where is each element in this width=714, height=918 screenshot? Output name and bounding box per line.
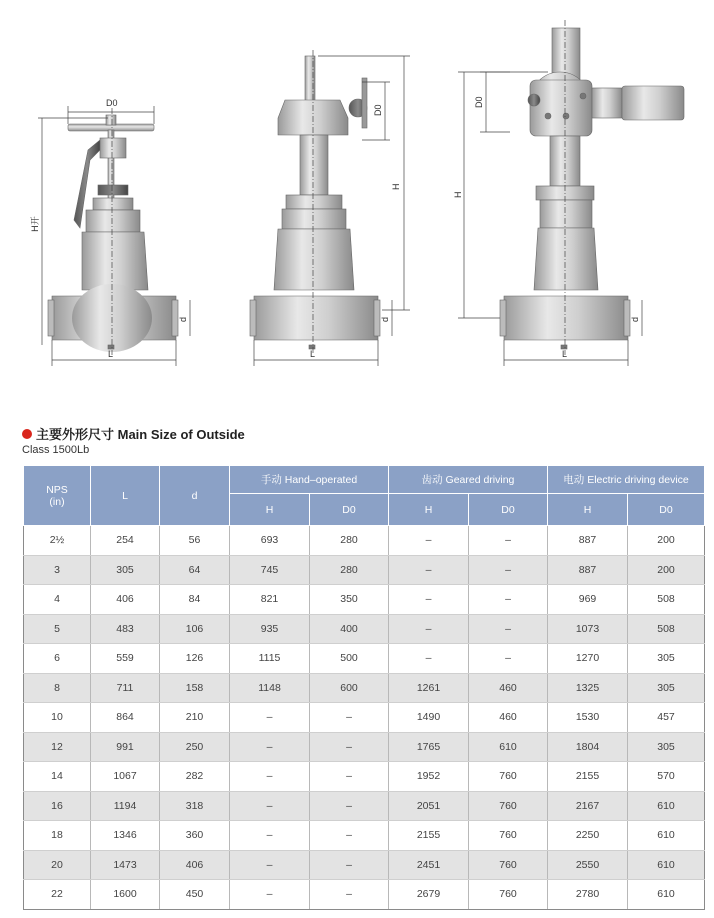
cell-nps: 5	[24, 614, 91, 644]
cell-nps: 2½	[24, 526, 91, 556]
geared-h-label: H	[391, 183, 401, 190]
cell-l: 305	[91, 555, 160, 585]
cell-l: 1346	[91, 821, 160, 851]
cell-geared-h: 1765	[389, 732, 469, 762]
header-nps	[24, 466, 91, 526]
cell-electric-d0: 305	[628, 732, 705, 762]
hand-d-label: d	[178, 316, 188, 322]
cell-d: 56	[160, 526, 230, 556]
header-d: d	[160, 466, 230, 526]
cell-electric-h: 1270	[548, 644, 628, 674]
section-title	[22, 424, 245, 443]
cell-electric-d0: 610	[628, 850, 705, 880]
cell-hand-h: –	[230, 821, 310, 851]
cell-electric-d0: 508	[628, 585, 705, 615]
cell-nps: 4	[24, 585, 91, 615]
cell-l: 406	[91, 585, 160, 615]
cell-electric-d0: 610	[628, 880, 705, 910]
cell-hand-h: 693	[230, 526, 310, 556]
size-table	[23, 465, 705, 910]
table-row	[24, 850, 705, 880]
cell-nps: 22	[24, 880, 91, 910]
cell-nps: 6	[24, 644, 91, 674]
geared-d0-label: D0	[373, 104, 383, 116]
cell-electric-d0: 305	[628, 673, 705, 703]
electric-d-label: d	[630, 316, 640, 322]
cell-nps: 8	[24, 673, 91, 703]
table-row	[24, 821, 705, 851]
table-row	[24, 555, 705, 585]
cell-d: 158	[160, 673, 230, 703]
cell-geared-d0: 760	[469, 762, 548, 792]
header-geared-h: H	[389, 494, 469, 526]
table-row	[24, 644, 705, 674]
cell-hand-h: 935	[230, 614, 310, 644]
cell-d: 64	[160, 555, 230, 585]
cell-geared-h: 1261	[389, 673, 469, 703]
cell-electric-d0: 457	[628, 703, 705, 733]
cell-hand-d0: 400	[310, 614, 389, 644]
cell-electric-h: 1073	[548, 614, 628, 644]
cell-d: 250	[160, 732, 230, 762]
cell-geared-d0: –	[469, 644, 548, 674]
cell-d: 106	[160, 614, 230, 644]
table-row	[24, 762, 705, 792]
hand-operated-valve-drawing	[48, 115, 178, 352]
cell-hand-h: 1115	[230, 644, 310, 674]
table-row	[24, 585, 705, 615]
cell-electric-d0: 570	[628, 762, 705, 792]
cell-hand-h: –	[230, 880, 310, 910]
header-hand-operated: 手动 Hand–operated	[230, 466, 389, 494]
cell-geared-h: 2679	[389, 880, 469, 910]
cell-geared-d0: 760	[469, 791, 548, 821]
cell-hand-h: –	[230, 791, 310, 821]
cell-d: 360	[160, 821, 230, 851]
class-label: Class 1500Lb	[22, 444, 90, 456]
cell-l: 483	[91, 614, 160, 644]
cell-geared-d0: –	[469, 526, 548, 556]
cell-l: 559	[91, 644, 160, 674]
cell-hand-h: –	[230, 850, 310, 880]
header-hand-h: H	[230, 494, 310, 526]
header-geared-driving: 齿动 Geared driving	[389, 466, 548, 494]
cell-electric-h: 887	[548, 526, 628, 556]
cell-hand-d0: –	[310, 850, 389, 880]
cell-electric-d0: 610	[628, 791, 705, 821]
cell-hand-d0: 280	[310, 526, 389, 556]
cell-hand-h: –	[230, 762, 310, 792]
cell-geared-h: –	[389, 614, 469, 644]
cell-d: 282	[160, 762, 230, 792]
cell-geared-d0: 460	[469, 673, 548, 703]
cell-electric-h: 887	[548, 555, 628, 585]
hand-l-label: L	[108, 349, 114, 359]
cell-hand-h: 1148	[230, 673, 310, 703]
cell-electric-h: 1804	[548, 732, 628, 762]
cell-l: 1067	[91, 762, 160, 792]
header-geared-d0: D0	[469, 494, 548, 526]
cell-l: 1194	[91, 791, 160, 821]
cell-electric-h: 1530	[548, 703, 628, 733]
cell-electric-h: 2167	[548, 791, 628, 821]
cell-nps: 10	[24, 703, 91, 733]
electric-valve-drawing	[500, 28, 684, 349]
cell-geared-d0: 460	[469, 703, 548, 733]
cell-geared-h: 1490	[389, 703, 469, 733]
cell-geared-d0: 760	[469, 821, 548, 851]
cell-geared-d0: –	[469, 555, 548, 585]
table-row	[24, 791, 705, 821]
cell-l: 864	[91, 703, 160, 733]
cell-l: 711	[91, 673, 160, 703]
cell-geared-d0: 760	[469, 850, 548, 880]
geared-l-label: L	[310, 349, 316, 359]
cell-hand-d0: –	[310, 732, 389, 762]
cell-hand-d0: –	[310, 703, 389, 733]
cell-hand-d0: 500	[310, 644, 389, 674]
cell-hand-d0: –	[310, 762, 389, 792]
cell-nps: 16	[24, 791, 91, 821]
cell-hand-h: 745	[230, 555, 310, 585]
electric-d0-label: D0	[474, 96, 484, 108]
cell-l: 1473	[91, 850, 160, 880]
cell-electric-h: 2550	[548, 850, 628, 880]
cell-d: 450	[160, 880, 230, 910]
geared-d-label: d	[380, 316, 390, 322]
table-row	[24, 673, 705, 703]
cell-geared-h: 2155	[389, 821, 469, 851]
header-nps-unit: (in)	[49, 495, 65, 508]
cell-nps: 14	[24, 762, 91, 792]
table-row	[24, 614, 705, 644]
cell-d: 406	[160, 850, 230, 880]
cell-geared-d0: 760	[469, 880, 548, 910]
cell-geared-h: 1952	[389, 762, 469, 792]
cell-geared-h: –	[389, 526, 469, 556]
table-body	[24, 526, 705, 910]
cell-electric-h: 2250	[548, 821, 628, 851]
cell-d: 210	[160, 703, 230, 733]
geared-valve-drawing	[250, 56, 380, 349]
cell-hand-d0: –	[310, 791, 389, 821]
cell-electric-d0: 200	[628, 555, 705, 585]
cell-l: 991	[91, 732, 160, 762]
cell-electric-h: 2780	[548, 880, 628, 910]
header-electric-h: H	[548, 494, 628, 526]
electric-h-label: H	[453, 191, 463, 198]
hand-h-open-label: H开	[31, 216, 41, 232]
cell-d: 126	[160, 644, 230, 674]
hand-d0-label: D0	[106, 98, 118, 108]
cell-hand-d0: 280	[310, 555, 389, 585]
cell-electric-h: 2155	[548, 762, 628, 792]
cell-hand-d0: –	[310, 880, 389, 910]
cell-geared-h: 2451	[389, 850, 469, 880]
cell-nps: 18	[24, 821, 91, 851]
cell-nps: 12	[24, 732, 91, 762]
red-bullet-icon	[22, 429, 32, 439]
cell-geared-d0: –	[469, 614, 548, 644]
cell-d: 84	[160, 585, 230, 615]
valve-drawings	[0, 0, 714, 400]
table-row	[24, 526, 705, 556]
cell-d: 318	[160, 791, 230, 821]
cell-electric-h: 969	[548, 585, 628, 615]
cell-hand-h: –	[230, 732, 310, 762]
cell-l: 1600	[91, 880, 160, 910]
cell-electric-d0: 305	[628, 644, 705, 674]
cell-geared-d0: 610	[469, 732, 548, 762]
header-electric-d0: D0	[628, 494, 705, 526]
section-title-text: 主要外形尺寸 Main Size of Outside	[36, 427, 245, 442]
cell-hand-d0: 350	[310, 585, 389, 615]
cell-geared-h: –	[389, 555, 469, 585]
header-electric-driving: 电动 Electric driving device	[548, 466, 705, 494]
cell-electric-d0: 200	[628, 526, 705, 556]
cell-geared-h: –	[389, 585, 469, 615]
cell-l: 254	[91, 526, 160, 556]
cell-hand-d0: –	[310, 821, 389, 851]
cell-hand-d0: 600	[310, 673, 389, 703]
cell-geared-h: –	[389, 644, 469, 674]
cell-electric-h: 1325	[548, 673, 628, 703]
cell-geared-h: 2051	[389, 791, 469, 821]
cell-hand-h: 821	[230, 585, 310, 615]
electric-l-label: L	[562, 349, 568, 359]
header-l: L	[91, 466, 160, 526]
cell-nps: 20	[24, 850, 91, 880]
cell-nps: 3	[24, 555, 91, 585]
cell-electric-d0: 508	[628, 614, 705, 644]
cell-geared-d0: –	[469, 585, 548, 615]
table-row	[24, 880, 705, 910]
cell-electric-d0: 610	[628, 821, 705, 851]
cell-hand-h: –	[230, 703, 310, 733]
header-nps-label: NPS	[46, 483, 68, 496]
table-row	[24, 732, 705, 762]
table-row	[24, 703, 705, 733]
header-hand-d0: D0	[310, 494, 389, 526]
